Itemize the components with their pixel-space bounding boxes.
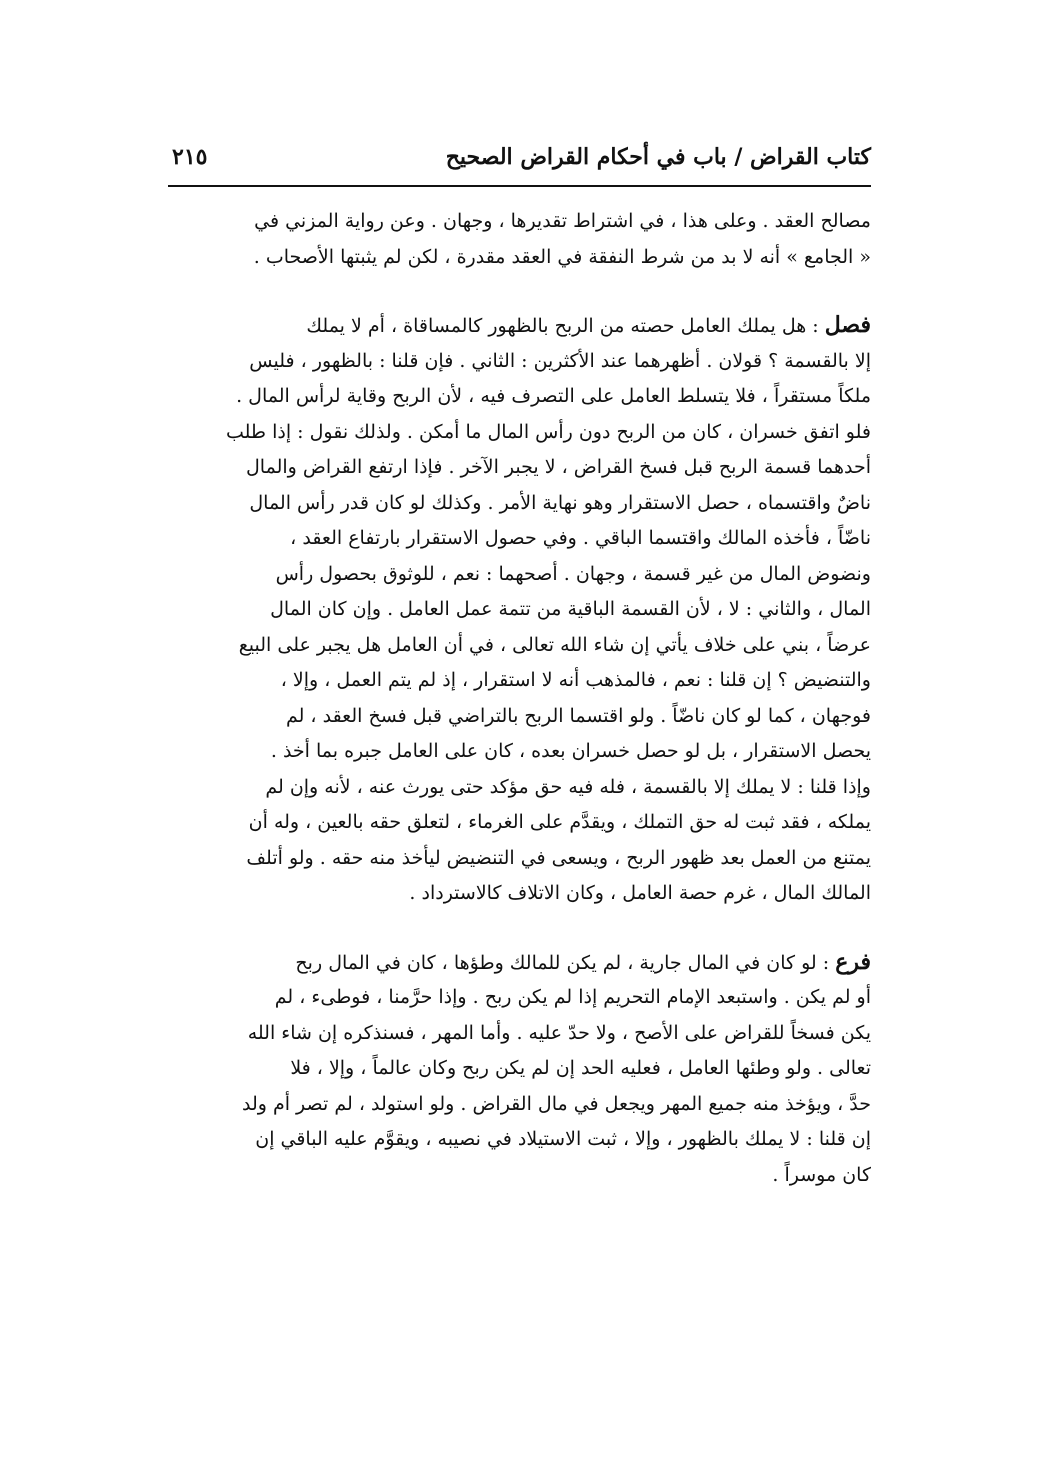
text-line: إن قلنا : لا يملك بالظهور ، وإلا ، ثبت الاستيلاد في نصيبه ، ويقوَّم عليه الباقي إن (255, 1128, 871, 1150)
text-line: تعالى . ولو وطئها العامل ، فعليه الحد إن لم يكن ربح وكان عالماً ، وإلا ، فلا (290, 1057, 871, 1079)
text-line: أحدهما قسمة الربح قبل فسخ القراض ، لا يجبر الآخر . فإذا ارتفع القراض والمال (246, 456, 871, 478)
text-line: يمتنع من العمل بعد ظهور الربح ، ويسعى في التنضيض ليأخذ منه حقه . ولو أتلف (246, 846, 871, 869)
text-line: يكن فسخاً للقراض على الأصح ، ولا حدّ عليه . وأما المهر ، فسنذكره إن شاء الله (247, 1021, 871, 1044)
body-text (168, 204, 871, 1193)
text-line: مصالح العقد . وعلى هذا ، في اشتراط تقديرها ، وجهان . وعن رواية المزني في (254, 210, 871, 232)
section-first-line (168, 308, 871, 344)
text-line: أو لم يكن . واستبعد الإمام التحريم إذا لم يكن ربح . وإذا حرَّمنا ، فوطىء ، لم (274, 986, 871, 1008)
header-rule (168, 185, 871, 187)
text-line: ناضٌ واقتسماه ، حصل الاستقرار وهو نهاية الأمر . وكذلك لو كان قدر رأس المال (249, 491, 871, 514)
text-line: والتنضيض ؟ إن قلنا : نعم ، فالمذهب أنه لا استقرار ، إذ لم يتم العمل ، وإلا ، (280, 669, 871, 691)
section-keyword: فصل (824, 312, 871, 338)
branch-first-line-text: : لو كان في المال جارية ، لم يكن للمالك وطؤها ، كان في المال ربح (295, 951, 836, 974)
text-line: ملكاً مستقراً ، فلا يتسلط العامل على التصرف فيه ، لأن الربح وقاية لرأس المال . (236, 385, 871, 407)
text-line: فلو اتفق خسران ، كان من الربح دون رأس المال ما أمكن . ولذلك نقول : إذا طلب (225, 420, 871, 443)
paragraph-gap (168, 912, 871, 945)
text-line: كان موسراً . (772, 1163, 871, 1186)
text-line: فوجهان ، كما لو كان ناضّاً . ولو اقتسما الربح بالتراضي قبل فسخ العقد ، لم (285, 704, 871, 727)
text-line: إلا بالقسمة ؟ قولان . أظهرهما عند الأكثرين : الثاني . فإن قلنا : بالظهور ، فليس (249, 349, 871, 372)
branch-keyword: فرع (835, 948, 871, 975)
text-line: وإذا قلنا : لا يملك إلا بالقسمة ، فله فيه حق مؤكد حتى يورث عنه ، لأنه وإن لم (265, 775, 871, 798)
text-line: عرضاً ، بني على خلاف يأتي إن شاء الله تعالى ، في أن العامل هل يجبر على البيع (238, 633, 871, 656)
text-line: ونضوض المال من غير قسمة ، وجهان . أصحهما : نعم ، للوثوق بحصول رأس (275, 562, 871, 585)
text-line: يملكه ، فقد ثبت له حق التملك ، ويقدَّم على الغرماء ، لتعلق حقه بالعين ، وله أن (248, 811, 871, 833)
running-title: كتاب القراض / باب في أحكام القراض الصحيح (445, 144, 871, 170)
section-first-line-text: : هل يملك العامل حصته من الربح بالظهور كالمساقاة ، أم لا يملك (306, 315, 825, 337)
text-line: يحصل الاستقرار ، بل لو حصل خسران بعده ، كان على العامل جبره بما أخذ . (270, 740, 871, 762)
text-line: « الجامع » أنه لا بد من شرط النفقة في العقد مقدرة ، لكن لم يثبتها الأصحاب . (253, 245, 871, 268)
text-line: المال ، والثاني : لا ، لأن القسمة الباقية من تتمة عمل العامل . وإن كان المال (270, 598, 871, 620)
text-line: المالك المال ، غرم حصة العامل ، وكان الاتلاف كالاسترداد . (409, 882, 871, 904)
branch-first-line (168, 945, 871, 981)
page-header (168, 140, 871, 180)
paragraph-gap (168, 275, 871, 308)
text-line: حدَّ ، ويؤخذ منه جميع المهر ويجعل في مال القراض . ولو استولد ، لم تصر أم ولد (242, 1092, 871, 1115)
text-line: ناضّاً ، فأخذه المالك واقتسما الباقي . وفي حصول الاستقرار بارتفاع العقد ، (290, 527, 871, 549)
page-number: ٢١٥ (172, 144, 208, 170)
